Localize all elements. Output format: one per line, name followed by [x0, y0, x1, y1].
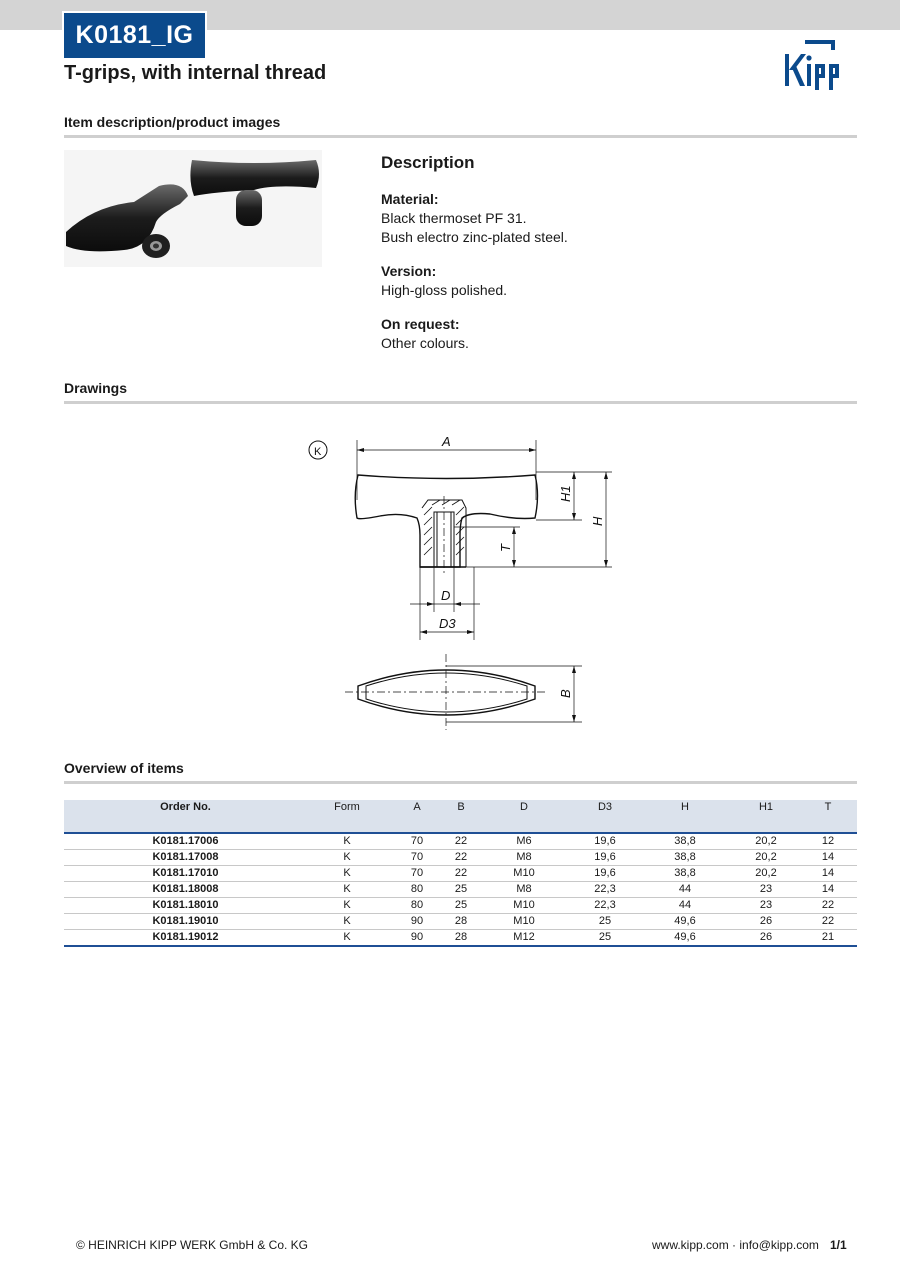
- table-cell: 26: [733, 914, 799, 930]
- request-label: On request:: [381, 316, 460, 332]
- table-cell: K: [307, 882, 387, 898]
- table-row: [64, 882, 857, 898]
- table-cell: 70: [387, 850, 447, 866]
- table-cell: K: [307, 833, 387, 850]
- divider: [64, 401, 857, 404]
- dim-d3: D3: [439, 616, 456, 631]
- footer-copyright: © HEINRICH KIPP WERK GmbH & Co. KG: [76, 1238, 308, 1252]
- section-item-description: Item description/product images: [64, 114, 281, 130]
- table-cell: K: [307, 898, 387, 914]
- table-cell: 49,6: [637, 930, 733, 947]
- table-cell: 80: [387, 882, 447, 898]
- table-cell: 90: [387, 930, 447, 947]
- dim-b: B: [558, 689, 573, 698]
- table-cell: 22: [447, 833, 475, 850]
- col-d: D: [475, 800, 573, 833]
- table-cell: K: [307, 930, 387, 947]
- col-form: Form: [307, 800, 387, 833]
- kipp-logo: [783, 38, 859, 90]
- page-number: 1/1: [830, 1238, 847, 1252]
- table-row: [64, 850, 857, 866]
- table-cell: M10: [475, 914, 573, 930]
- table-cell: M12: [475, 930, 573, 947]
- table-cell: 22: [799, 898, 857, 914]
- table-cell: 22: [799, 914, 857, 930]
- table-cell: M6: [475, 833, 573, 850]
- table-cell: K: [307, 850, 387, 866]
- table-cell: 19,6: [573, 850, 637, 866]
- dim-h: H: [590, 516, 605, 526]
- table-cell: 70: [387, 833, 447, 850]
- table-cell: M8: [475, 850, 573, 866]
- table-cell: 19,6: [573, 833, 637, 850]
- table-cell: 25: [573, 930, 637, 947]
- product-code: K0181_IG: [64, 13, 205, 58]
- col-b: B: [447, 800, 475, 833]
- material-line-1: Black thermoset PF 31.: [381, 210, 527, 226]
- table-cell: K0181.17006: [64, 833, 307, 850]
- col-a: A: [387, 800, 447, 833]
- table-cell: K: [307, 866, 387, 882]
- table-cell: 23: [733, 882, 799, 898]
- divider: [64, 135, 857, 138]
- table-cell: 25: [573, 914, 637, 930]
- footer-contact[interactable]: www.kipp.com · info@kipp.com: [652, 1238, 819, 1252]
- table-cell: K0181.19010: [64, 914, 307, 930]
- table-cell: 25: [447, 882, 475, 898]
- table-cell: 12: [799, 833, 857, 850]
- table-cell: 80: [387, 898, 447, 914]
- table-cell: 28: [447, 914, 475, 930]
- table-cell: 90: [387, 914, 447, 930]
- table-cell: K0181.19012: [64, 930, 307, 947]
- table-cell: 38,8: [637, 850, 733, 866]
- product-image: [64, 150, 322, 267]
- divider: [64, 781, 857, 784]
- material-label: Material:: [381, 191, 439, 207]
- col-h: H: [637, 800, 733, 833]
- version-value: High-gloss polished.: [381, 282, 508, 298]
- table-cell: 28: [447, 930, 475, 947]
- page-title: T-grips, with internal thread: [64, 62, 327, 84]
- dim-h1: H1: [558, 485, 573, 502]
- dim-d: D: [441, 588, 451, 603]
- table-cell: M10: [475, 898, 573, 914]
- table-cell: 44: [637, 898, 733, 914]
- table-cell: M8: [475, 882, 573, 898]
- table-row: [64, 866, 857, 882]
- table-cell: K0181.17008: [64, 850, 307, 866]
- table-cell: 20,2: [733, 866, 799, 882]
- table-cell: 14: [799, 866, 857, 882]
- description-block: [381, 153, 568, 368]
- table-cell: 22,3: [573, 898, 637, 914]
- table-cell: 22: [447, 866, 475, 882]
- table-cell: 22,3: [573, 882, 637, 898]
- table-cell: 23: [733, 898, 799, 914]
- technical-drawing: [300, 430, 630, 730]
- form-mark: K: [314, 446, 322, 458]
- col-t: T: [799, 800, 857, 833]
- table-row: [64, 833, 857, 850]
- request-value: Other colours.: [381, 335, 469, 351]
- col-d3: D3: [573, 800, 637, 833]
- table-cell: K0181.17010: [64, 866, 307, 882]
- dim-t: T: [498, 544, 513, 552]
- table-cell: 26: [733, 930, 799, 947]
- table-cell: 14: [799, 850, 857, 866]
- table-row: [64, 914, 857, 930]
- col-h1: H1: [733, 800, 799, 833]
- version-label: Version:: [381, 263, 437, 279]
- col-order-no: Order No.: [64, 800, 307, 833]
- table-row: [64, 898, 857, 914]
- table-cell: 38,8: [637, 833, 733, 850]
- table-row: [64, 930, 857, 947]
- table-cell: 14: [799, 882, 857, 898]
- table-cell: 20,2: [733, 850, 799, 866]
- table-cell: 19,6: [573, 866, 637, 882]
- section-overview: Overview of items: [64, 760, 184, 776]
- table-cell: K0181.18010: [64, 898, 307, 914]
- description-heading: Description: [381, 153, 475, 172]
- table-cell: 44: [637, 882, 733, 898]
- table-cell: 38,8: [637, 866, 733, 882]
- table-header-row: [64, 800, 857, 833]
- table-cell: 70: [387, 866, 447, 882]
- table-cell: 25: [447, 898, 475, 914]
- table-cell: 21: [799, 930, 857, 947]
- table-cell: M10: [475, 866, 573, 882]
- material-line-2: Bush electro zinc-plated steel.: [381, 229, 568, 245]
- items-table: [64, 800, 857, 947]
- table-cell: K0181.18008: [64, 882, 307, 898]
- dim-a: A: [442, 434, 451, 449]
- section-drawings: Drawings: [64, 380, 128, 396]
- table-cell: 22: [447, 850, 475, 866]
- table-cell: K: [307, 914, 387, 930]
- table-cell: 49,6: [637, 914, 733, 930]
- table-cell: 20,2: [733, 833, 799, 850]
